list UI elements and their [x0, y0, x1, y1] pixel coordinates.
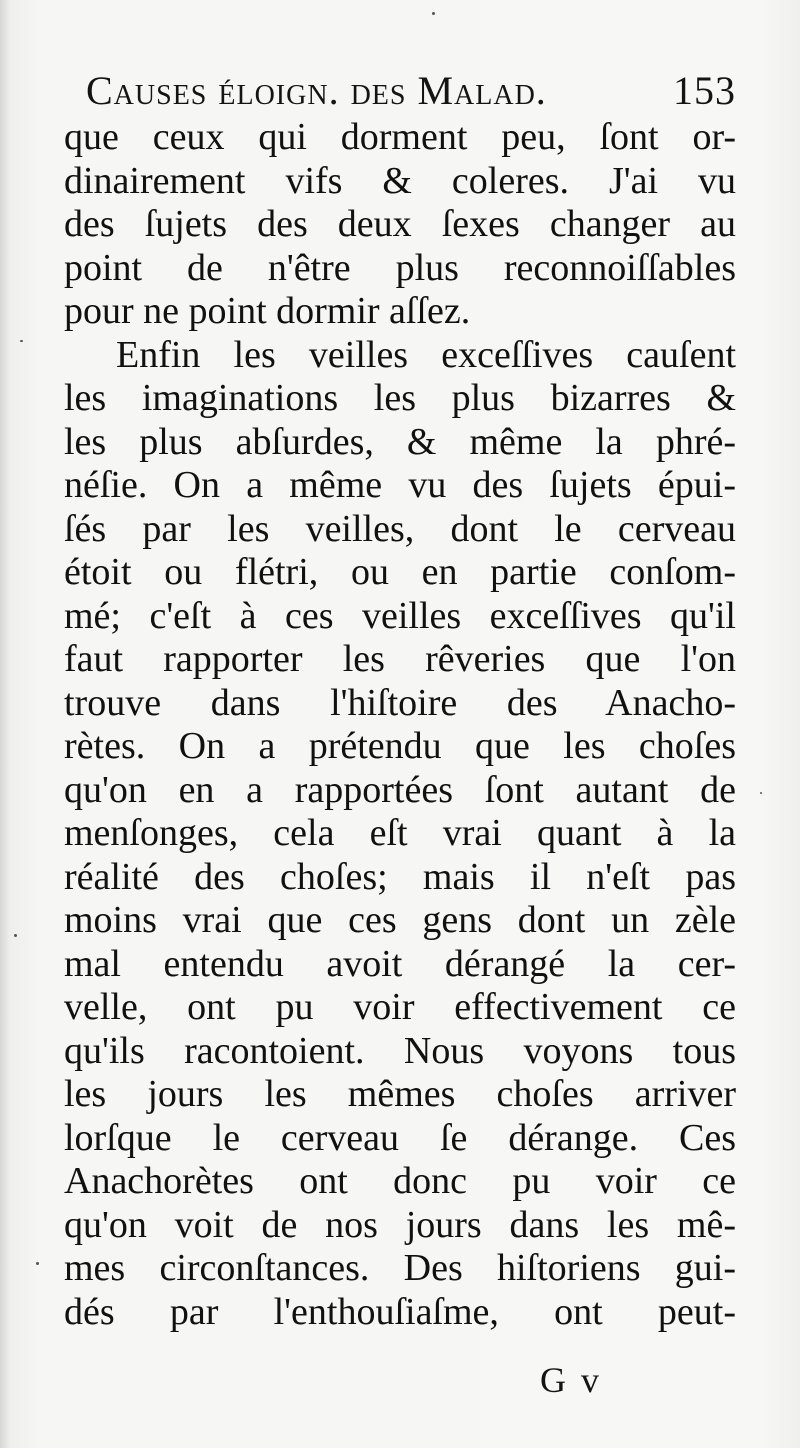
- running-head-title: Causes éloign. des Malad.: [86, 68, 547, 113]
- text-line: les plus abſurdes, & même la phré-: [64, 420, 736, 463]
- text-line: qu'on voit de nos jours dans les mê-: [64, 1203, 736, 1246]
- page-number: 153: [673, 68, 736, 113]
- text-line: réalité des choſes; mais il n'eſt pas: [64, 855, 736, 898]
- ink-speck: [760, 792, 762, 794]
- ink-speck: [20, 340, 23, 342]
- text-line: mes circonſtances. Des hiſtoriens gui-: [64, 1247, 736, 1289]
- text-line: lorſque le cerveau ſe dérange. Ces: [64, 1116, 736, 1159]
- text-line: point de n'être plus reconnoiſſables: [64, 246, 736, 289]
- text-line: que ceux qui dorment peu, ſont or-: [64, 116, 736, 158]
- text-line: dinairement vifs & coleres. J'ai vu: [64, 159, 736, 202]
- ink-speck: [432, 12, 435, 15]
- scan-edge: [0, 0, 10, 1448]
- running-head: [86, 68, 736, 114]
- text-line: Anachorètes ont donc pu voir ce: [64, 1160, 736, 1202]
- text-line: menſonges, cela eſt vrai quant à la: [64, 812, 736, 854]
- text-line: qu'on en a rapportées ſont autant de: [64, 768, 736, 811]
- text-line: néſie. On a même vu des ſujets épui-: [64, 464, 736, 506]
- text-line: moins vrai que ces gens dont un zèle: [64, 899, 736, 941]
- paragraph-end-line: pour ne point dormir aſſez.: [64, 290, 471, 332]
- text-line: trouve dans l'hiſtoire des Anacho-: [64, 681, 736, 724]
- text-line: mal entendu avoit dérangé la cer-: [64, 942, 736, 985]
- ink-speck: [14, 934, 17, 937]
- text-line: étoit ou flétri, ou en partie conſom-: [64, 551, 736, 593]
- text-line: mé; c'eſt à ces veilles exceſſives qu'il: [64, 594, 736, 637]
- text-line: ſés par les veilles, dont le cerveau: [64, 507, 736, 550]
- paragraph-start-line: Enfin les veilles exceſſives cauſent: [116, 333, 736, 376]
- text-line: rètes. On a prétendu que les choſes: [64, 725, 736, 767]
- signature-mark: G v: [540, 1360, 602, 1400]
- text-line: faut rapporter les rêveries que l'on: [64, 638, 736, 680]
- text-line: les jours les mêmes choſes arriver: [64, 1073, 736, 1115]
- text-line: les imaginations les plus bizarres &: [64, 377, 736, 419]
- ink-speck: [36, 1262, 39, 1265]
- text-line: des ſujets des deux ſexes changer au: [64, 203, 736, 245]
- text-line: dés par l'enthouſiaſme, ont peut-: [64, 1290, 736, 1333]
- text-line: velle, ont pu voir effectivement ce: [64, 986, 736, 1028]
- body-text: [64, 116, 736, 1334]
- text-line: qu'ils racontoient. Nous voyons tous: [64, 1029, 736, 1072]
